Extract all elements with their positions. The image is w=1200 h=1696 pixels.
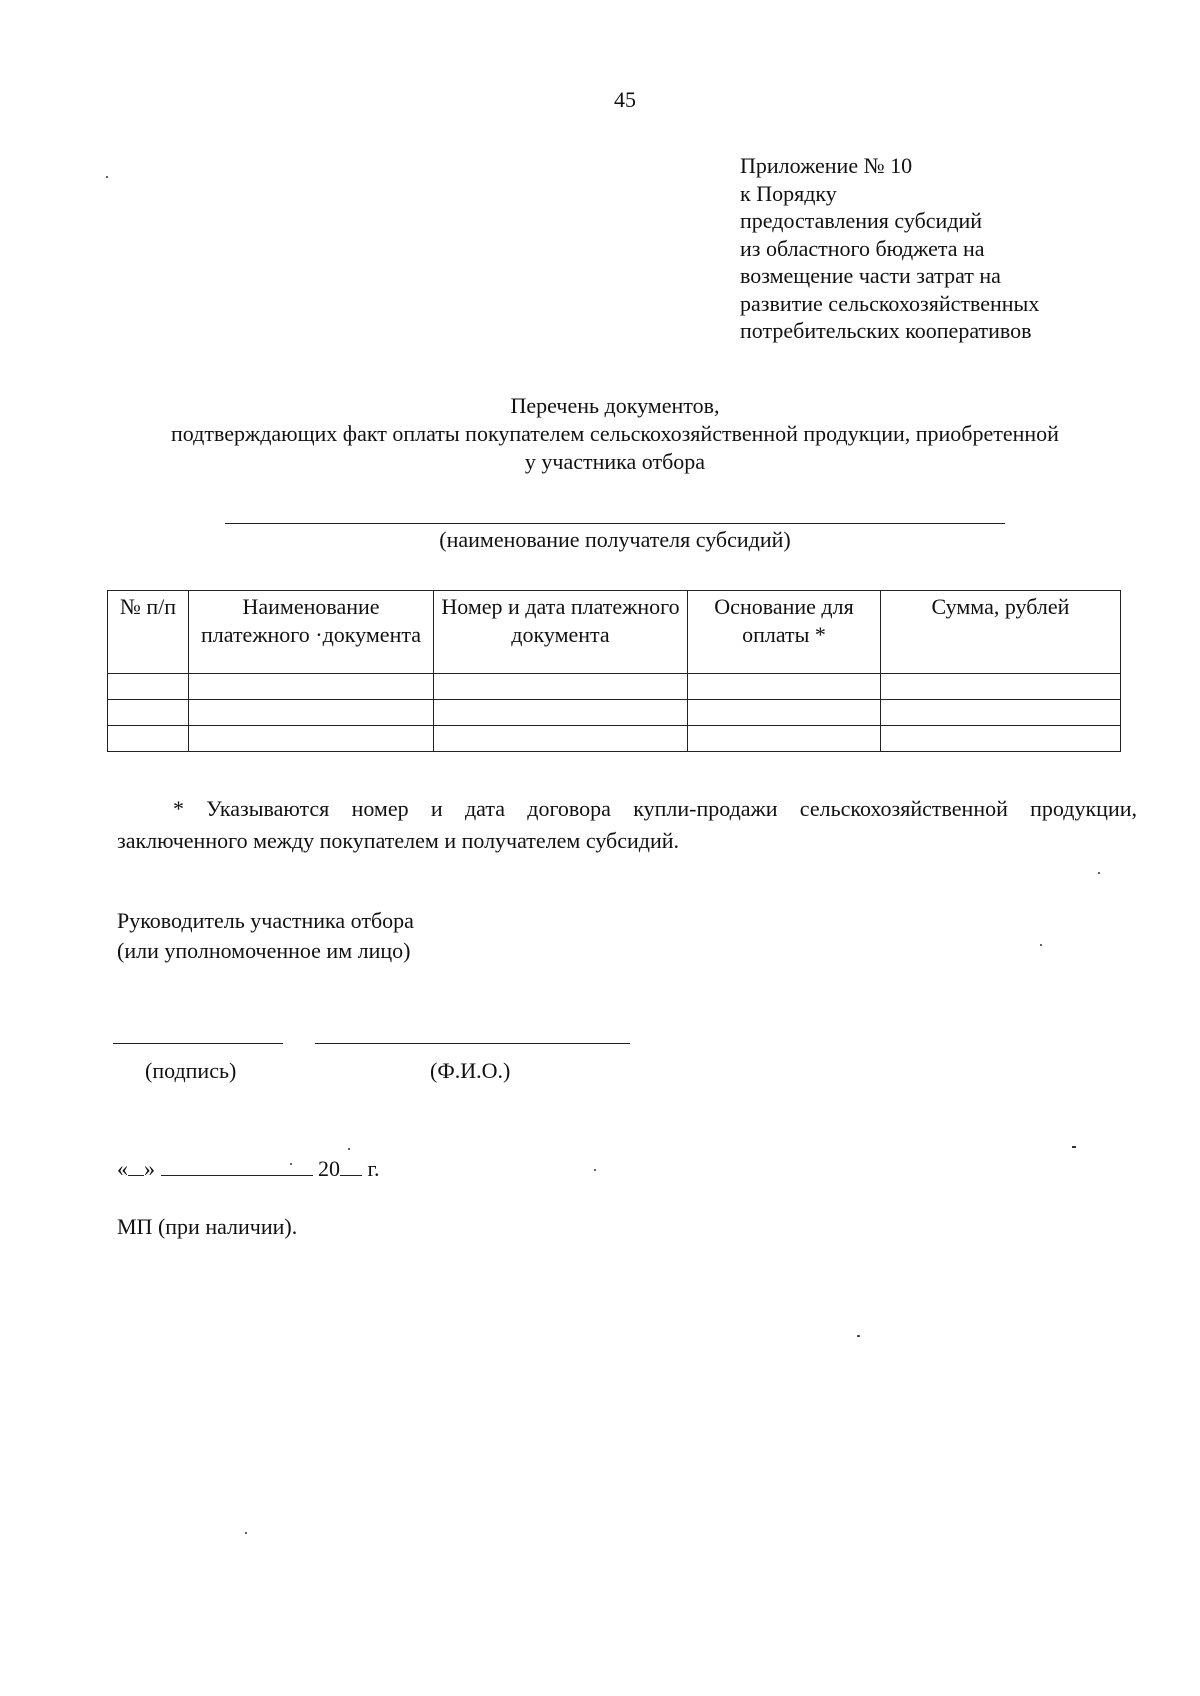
signer-subtitle: (или уполномоченное им лицо)	[117, 938, 411, 963]
recipient-name-line[interactable]	[225, 523, 1005, 524]
date-field	[117, 1155, 380, 1183]
year-suffix: г.	[367, 1156, 380, 1181]
scan-speck	[1072, 1146, 1076, 1148]
recipient-caption: (наименование получателя субсидий)	[439, 527, 791, 552]
table-header-row	[108, 591, 1121, 674]
appendix-line: Приложение № 10	[740, 153, 913, 178]
table-cell[interactable]	[189, 726, 434, 752]
scan-speck	[1098, 872, 1100, 874]
table-row	[108, 674, 1121, 700]
table-cell[interactable]	[688, 726, 881, 752]
full-name-caption: (Ф.И.О.)	[430, 1058, 511, 1083]
date-close-quote: »	[144, 1156, 155, 1181]
full-name-line[interactable]	[315, 1043, 630, 1044]
document-title	[100, 392, 1130, 476]
year-prefix: 20	[318, 1156, 340, 1181]
scan-speck	[245, 1532, 247, 1534]
scan-speck	[857, 1335, 860, 1337]
table-cell[interactable]	[881, 700, 1121, 726]
signature-line[interactable]	[113, 1043, 283, 1044]
appendix-header	[740, 152, 1039, 345]
signature-caption: (подпись)	[145, 1058, 237, 1083]
month-blank[interactable]	[161, 1157, 313, 1176]
header-payment-basis: Основание для оплаты *	[688, 591, 881, 674]
appendix-line: предоставления субсидий	[740, 208, 983, 233]
appendix-line: возмещение части затрат на	[740, 263, 1001, 288]
table-cell[interactable]	[881, 674, 1121, 700]
title-line-2: подтверждающих факт оплаты покупателем сельскохозяйственной продукции, приобретенной	[171, 421, 1059, 446]
table-cell[interactable]	[434, 726, 688, 752]
year-blank[interactable]	[340, 1157, 362, 1176]
signer-title: Руководитель участника отбора	[117, 908, 414, 933]
table-cell[interactable]	[434, 700, 688, 726]
table-cell[interactable]	[434, 674, 688, 700]
header-amount: Сумма, рублей	[881, 591, 1121, 674]
appendix-line: к Порядку	[740, 180, 837, 206]
header-document-name: Наименование платежного ·документа	[189, 591, 434, 674]
table-cell[interactable]	[881, 726, 1121, 752]
appendix-line: развитие сельскохозяйственных	[740, 290, 1040, 316]
scan-speck	[348, 1148, 350, 1150]
table-row	[108, 726, 1121, 752]
payment-documents-table	[107, 590, 1121, 752]
table-cell[interactable]	[189, 700, 434, 726]
table-cell[interactable]	[688, 674, 881, 700]
scan-speck	[106, 176, 108, 178]
appendix-line: потребительских кооперативов	[740, 318, 1032, 343]
footnote: * Указываются номер и дата договора купли-продажи сельскохозяйственной продукции, заключенного между покупателем и получателем субсидий.	[117, 796, 1137, 853]
page-number: 45	[614, 87, 636, 112]
date-open-quote: «	[117, 1156, 128, 1181]
title-line-3: у участника отбора	[524, 449, 706, 474]
stamp-note: МП (при наличии).	[117, 1214, 298, 1239]
table-row	[108, 700, 1121, 726]
title-line-1: Перечень документов,	[510, 393, 720, 418]
signer-block	[117, 906, 414, 966]
day-blank[interactable]	[128, 1157, 144, 1176]
scan-speck	[290, 1163, 292, 1165]
table-cell[interactable]	[108, 674, 189, 700]
scan-speck	[1040, 944, 1042, 946]
table-cell[interactable]	[189, 674, 434, 700]
table-cell[interactable]	[108, 726, 189, 752]
header-number: № п/п	[108, 591, 189, 674]
table-cell[interactable]	[108, 700, 189, 726]
table-cell[interactable]	[688, 700, 881, 726]
appendix-line: из областного бюджета на	[740, 235, 985, 261]
header-document-number-date: Номер и дата платежного документа	[434, 591, 688, 674]
scan-speck	[594, 1169, 596, 1171]
